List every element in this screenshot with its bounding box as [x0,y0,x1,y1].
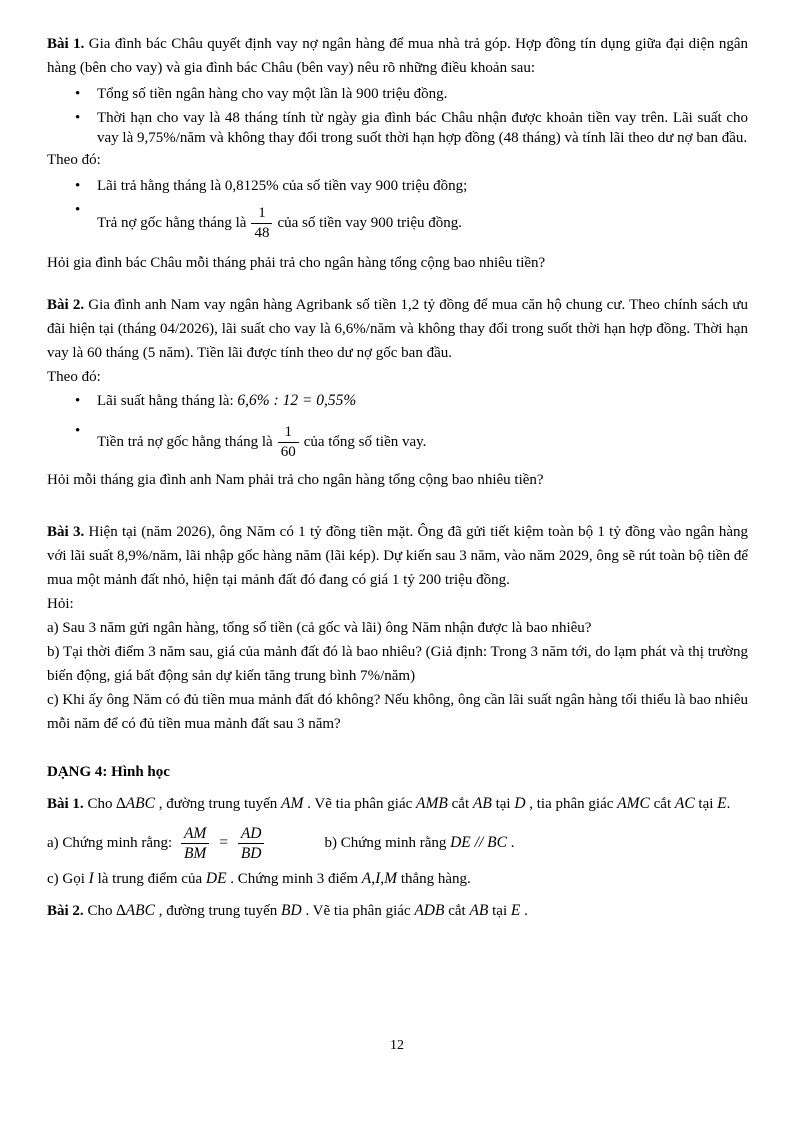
math-e: E [717,795,727,812]
math-ab: AB [472,795,492,812]
fraction-numerator: AM [183,825,207,842]
run: là trung điểm của [93,871,206,887]
run: . Vẽ tia phân giác [301,903,415,919]
geometry-part-b-pre: b) Chứng minh rằng [324,834,451,851]
geometry-part-a-label: a) Chứng minh rằng: [47,834,176,851]
fraction-denominator: BD [238,843,265,863]
equals-sign: = [218,833,229,851]
problem3-question-b: b) Tại thời điểm 3 năm sau, giá của mảnh đất đó là bao nhiêu? (Giả định: Trong 3 năm tới, do lạm phát và thị trường biến động, giá bất động sản dự kiến tăng trung bình 7%/năm) [47,644,748,684]
problem3-question-a: a) Sau 3 năm gửi ngân hàng, tổng số tiền (cả gốc và lãi) ông Năm nhận được là bao nhiêu? [47,620,592,636]
fraction-1-48 [251,204,272,243]
problem2-intro-text: Gia đình anh Nam vay ngân hàng Agribank số tiền 1,2 tỷ đồng để mua căn hộ chung cư. Theo chính sách ưu đãi hiện tại (tháng 04/2026), lãi suất cho vay là 6,6%/năm và không thay đổi trong suốt thời hạn hợp đồng. Thời hạn vay là 60 tháng (5 năm). Tiền lãi được tính theo dư nợ gốc ban đầu. [47,297,748,361]
math-a-i-m: A,I,M [361,870,398,887]
fraction-denominator: BM [181,843,209,863]
bullet-icon: • [75,110,81,126]
math-triangle-abc: ∆ABC [116,902,155,919]
section4-heading: DẠNG 4: Hình học [47,764,170,780]
problem1-bullet4 [75,200,748,247]
fraction-numerator: 1 [284,424,292,440]
fraction-am-bm [181,824,209,863]
run: cắt [447,796,473,812]
run: , đường trung tuyến [154,796,282,812]
problem3-question-c: c) Khi ấy ông Năm có đủ tiền mua mảnh đất đó không? Nếu không, ông cần lãi suất ngân hàng tối thiểu là bao nhiêu mỗi năm để có đủ tiền mua mảnh đất sau 3 năm? [47,692,748,732]
run: cắt [649,796,675,812]
problem1-bullet2-text: Thời hạn cho vay là 48 tháng tính từ ngày gia đình bác Châu nhận được khoản tiền vay trên. Lãi suất cho vay là 9,75%/năm và không thay đổi trong suốt thời hạn hợp đồng (48 tháng) và tính lãi theo dư nợ ban đầu. [97,110,748,146]
bullet-icon: • [75,202,81,218]
run: tại [491,796,515,812]
math-de: DE [205,870,227,887]
math-i: I [88,870,94,887]
problem2-theo-do: Theo đó: [47,369,101,385]
run: , tia phân giác [525,796,618,812]
problem1-bullet3-text: Lãi trả hằng tháng là 0,8125% của số tiền vay 900 triệu đồng; [97,178,468,194]
problem1-bullet4-pre: Trả nợ gốc hằng tháng là [97,214,247,231]
problem2-intro [47,293,748,365]
run: cắt [444,903,470,919]
math-d: D [514,795,526,812]
problem1-bullet2 [75,108,748,148]
geometry-problem1-part-ab [47,820,748,867]
run: thẳng hàng. [397,871,471,887]
geometry-problem1-part-c [47,867,748,891]
run: c) Gọi [47,871,89,887]
run: Cho [83,903,117,919]
problem1-intro [47,32,748,80]
math-amb: AMB [416,795,448,812]
page-number: 12 [390,1038,404,1053]
problem3-hoi: Hỏi: [47,596,74,612]
problem1-question: Hỏi gia đình bác Châu mỗi tháng phải trả cho ngân hàng tổng cộng bao nhiêu tiền? [47,255,546,271]
run: Cho [83,796,117,812]
problem2-label: Bài 2. [47,297,85,313]
problem3-intro [47,520,748,592]
problem3-intro-text: Hiện tại (năm 2026), ông Năm có 1 tỷ đồng tiền mặt. Ông đã gửi tiết kiệm toàn bộ 1 tỷ đồng vào ngân hàng với lãi suất 8,9%/năm, lãi nhập gốc hàng năm (lãi kép). Dự kiến sau 3 năm, vào năm 2029, ông sẽ rút toàn bộ tiền để mua một mảnh đất nhỏ, hiện tại mảnh đất đó đang có giá 1 tỷ 200 triệu đồng. [47,524,748,588]
math-ac: AC [674,795,695,812]
run: . Vẽ tia phân giác [303,796,417,812]
run: . [726,796,731,812]
problem1-label: Bài 1. [47,36,85,52]
math-e: E [510,902,521,919]
fraction-denominator: 48 [251,223,272,243]
problem2-bullet1-text [97,389,748,413]
math-am: AM [281,795,304,812]
fraction-1-60 [278,423,299,462]
problem2-bullet2-text [97,419,748,466]
problem2-bullet2 [75,419,748,466]
fraction-numerator: 1 [258,205,266,221]
problem1-bullet4-post: của số tiền vay 900 triệu đồng. [277,214,462,231]
geometry-problem2-label: Bài 2. [47,903,84,919]
problem2-bullet2-post: của tổng số tiền vay. [303,433,427,450]
problem2-question: Hỏi mỗi tháng gia đình anh Nam phải trả cho ngân hàng tổng cộng bao nhiêu tiền? [47,472,544,488]
problem1-bullet1 [75,84,748,104]
geometry-part-b-end: . [506,834,515,851]
bullet-icon: • [75,178,81,194]
run: , đường trung tuyến [154,903,282,919]
math-amc: AMC [617,795,650,812]
fraction-numerator: AD [240,825,262,842]
math-adb: ADB [414,902,445,919]
problem1-theo-do: Theo đó: [47,152,101,168]
problem2-bullet1 [75,389,748,413]
problem2-bullet1-pre: Lãi suất hằng tháng là: [97,393,238,409]
geometry-part-b [324,835,514,851]
problem1-bullet4-text [97,200,748,247]
math-bd: BD [281,902,302,919]
problem2-bullet1-math: 6,6% : 12 = 0,55% [237,392,357,409]
fraction-denominator: 60 [278,442,299,462]
bullet-icon: • [75,393,81,409]
math-de-parallel-bc: DE // BC [450,833,507,851]
problem3-label: Bài 3. [47,524,85,540]
geometry-problem1-label: Bài 1. [47,796,84,812]
problem2-bullet2-pre: Tiền trả nợ gốc hằng tháng là [97,433,273,450]
problem1-bullet1-text: Tổng số tiền ngân hàng cho vay một lần là 900 triệu đồng. [97,86,448,102]
geometry-problem1-intro [47,790,748,818]
run: tại [488,903,511,919]
math-ab: AB [469,902,489,919]
bullet-icon: • [75,86,81,102]
run: . [520,903,528,919]
geometry-problem2-intro [47,899,748,923]
problem1-intro-text: Gia đình bác Châu quyết định vay nợ ngân hàng để mua nhà trả góp. Hợp đồng tín dụng giữa đại diện ngân hàng (bên cho vay) và gia đình bác Châu (bên vay) nêu rõ những điều khoản sau: [47,36,748,76]
fraction-ad-bd [238,824,265,863]
problem1-bullet3 [75,176,748,196]
bullet-icon: • [75,423,81,439]
run: . Chứng minh 3 điểm [226,871,362,887]
math-triangle-abc: ∆ABC [116,795,155,812]
run: tại [694,796,718,812]
